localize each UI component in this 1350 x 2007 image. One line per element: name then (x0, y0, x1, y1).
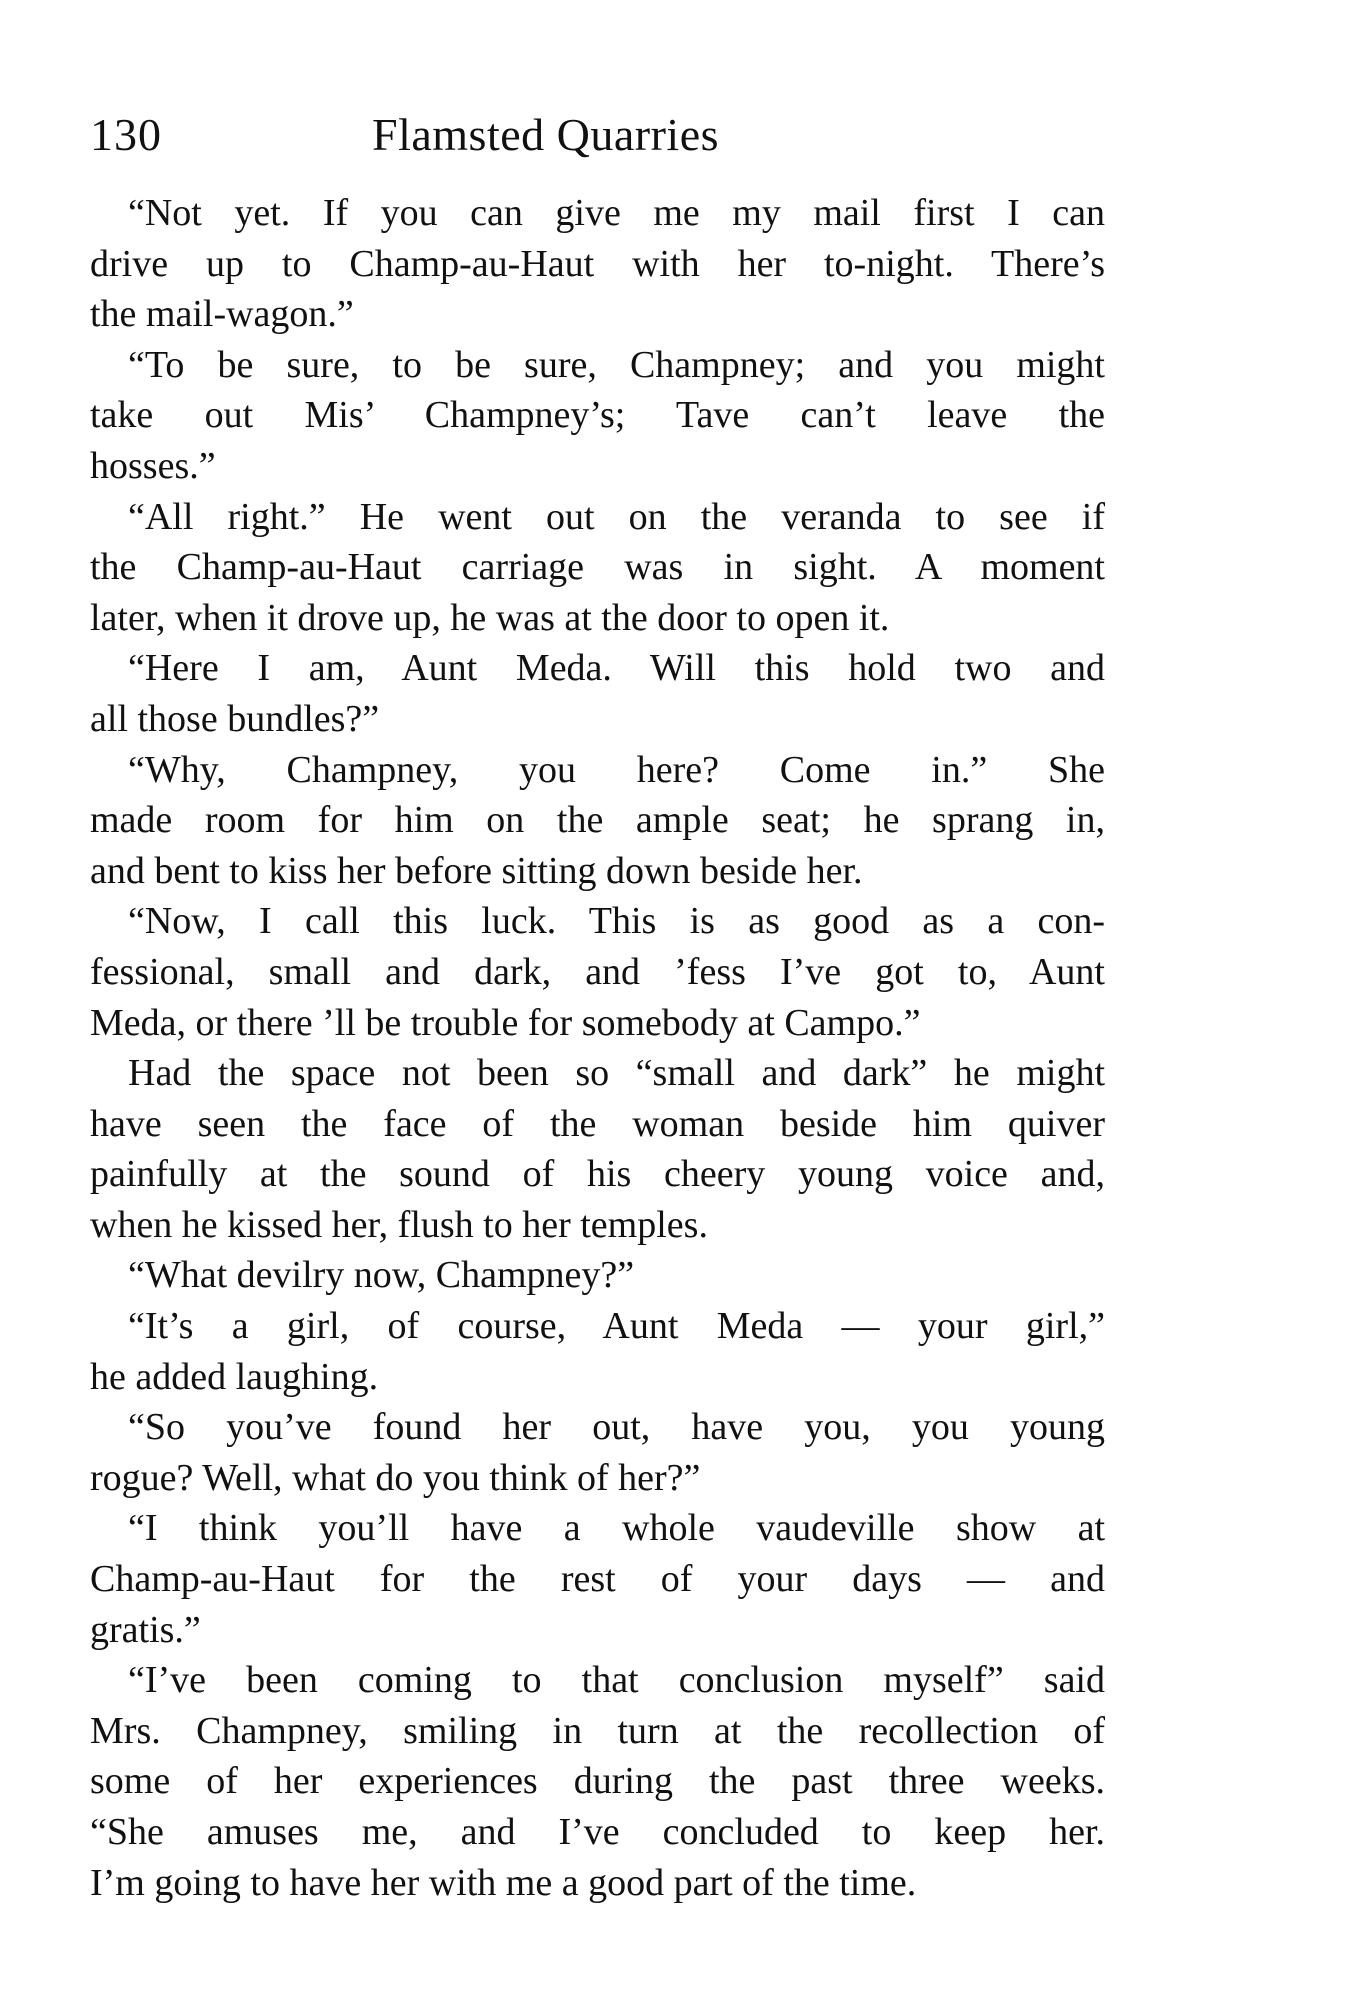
text-line: when he kissed her, flush to her temples. (90, 1203, 708, 1246)
paragraph (90, 1402, 1105, 1503)
text-line: “She amuses me, and I’ve concluded to keep her. (90, 1811, 1105, 1853)
text-line: “It’s a girl, of course, Aunt Meda — your girl,” (128, 1305, 1105, 1348)
text-line: all those bundles?” (90, 697, 380, 740)
paragraph (90, 1503, 1105, 1655)
text-line: “Here I am, Aunt Meda. Will this hold two and (128, 647, 1105, 690)
text-line: Had the space not been so “small and dark” he might (128, 1052, 1105, 1095)
paragraph (90, 1655, 1105, 1908)
body-text (90, 188, 1105, 1908)
text-line: “What devilry now, Champney?” (128, 1254, 635, 1297)
text-line: “Now, I call this luck. This is as good as a con- (128, 900, 1105, 943)
text-line: fessional, small and dark, and ’fess I’ve got to, Aunt (90, 950, 1105, 993)
text-line: hosses.” (90, 444, 216, 487)
page-number: 130 (90, 109, 162, 160)
running-head (90, 100, 1105, 170)
text-line: “I’ve been coming to that conclusion myself” said (128, 1659, 1105, 1702)
text-line: rogue? Well, what do you think of her?” (90, 1456, 701, 1499)
text-line: Mrs. Champney, smiling in turn at the recollection of (90, 1709, 1105, 1752)
text-line: “So you’ve found her out, have you, you young (128, 1406, 1105, 1449)
text-line: and bent to kiss her before sitting down beside her. (90, 849, 863, 892)
text-line: take out Mis’ Champney’s; Tave can’t leave the (90, 394, 1105, 437)
text-line: he added laughing. (90, 1355, 379, 1398)
text-line: made room for him on the ample seat; he sprang in, (90, 799, 1105, 842)
text-line: drive up to Champ-au-Haut with her to-night. There’s (90, 242, 1105, 285)
text-line: “Not yet. If you can give me my mail first I can (128, 192, 1105, 234)
paragraph (90, 745, 1105, 897)
running-title: Flamsted Quarries (372, 109, 720, 160)
text-line: “All right.” He went out on the veranda to see if (128, 495, 1105, 538)
paragraph (90, 492, 1105, 644)
text-line: painfully at the sound of his cheery young voice and, (90, 1153, 1105, 1196)
text-line: Champ-au-Haut for the rest of your days — and (90, 1558, 1105, 1601)
text-line: later, when it drove up, he was at the door to open it. (90, 596, 890, 639)
text-line: gratis.” (90, 1608, 201, 1651)
text-line: Meda, or there ’ll be trouble for somebody at Campo.” (90, 1001, 921, 1044)
text-line: “Why, Champney, you here? Come in.” She (128, 748, 1105, 791)
paragraph (90, 188, 1105, 340)
paragraph (90, 340, 1105, 492)
paragraph (90, 896, 1105, 1048)
paragraph (90, 1250, 1105, 1301)
text-line: I’m going to have her with me a good part of the time. (90, 1861, 917, 1904)
text-line: “To be sure, to be sure, Champney; and you might (128, 343, 1105, 386)
text-line: “I think you’ll have a whole vaudeville show at (128, 1507, 1105, 1550)
text-line: the mail-wagon.” (90, 293, 354, 336)
text-line: the Champ-au-Haut carriage was in sight. A moment (90, 546, 1105, 589)
paragraph (90, 1048, 1105, 1250)
paragraph (90, 1301, 1105, 1402)
text-line: have seen the face of the woman beside him quiver (90, 1102, 1105, 1145)
paragraph (90, 643, 1105, 744)
text-line: some of her experiences during the past three weeks. (90, 1760, 1105, 1803)
